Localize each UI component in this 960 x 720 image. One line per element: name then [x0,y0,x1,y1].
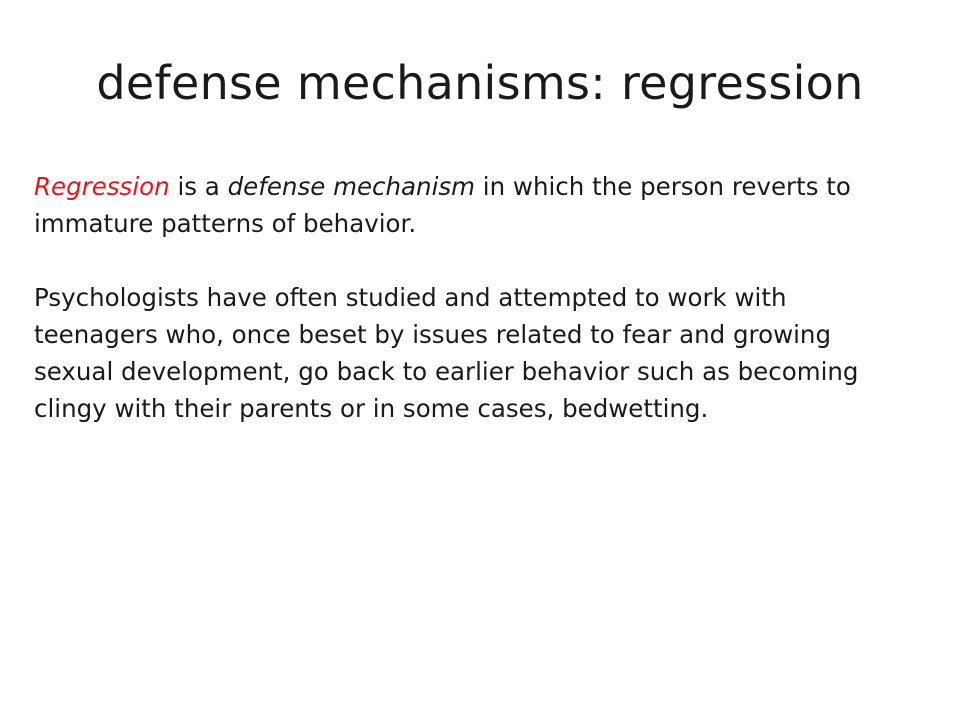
definition-paragraph [34,168,914,242]
slide-body [34,168,914,464]
term-defense-mechanism: defense mechanism [227,172,476,201]
example-paragraph: Psychologists have often studied and attempted to work with teenagers who, once beset by issues related to fear and growing sexual development, go back to earlier behavior such as becoming clingy with their parents or in some cases, bedwetting. [34,283,859,423]
term-regression: Regression [34,172,170,201]
slide-title: defense mechanisms: regression [96,56,864,110]
definition-text-a: is a [169,172,228,201]
definition-text-b: in which the person reverts to immature patterns of behavior. [34,172,851,238]
